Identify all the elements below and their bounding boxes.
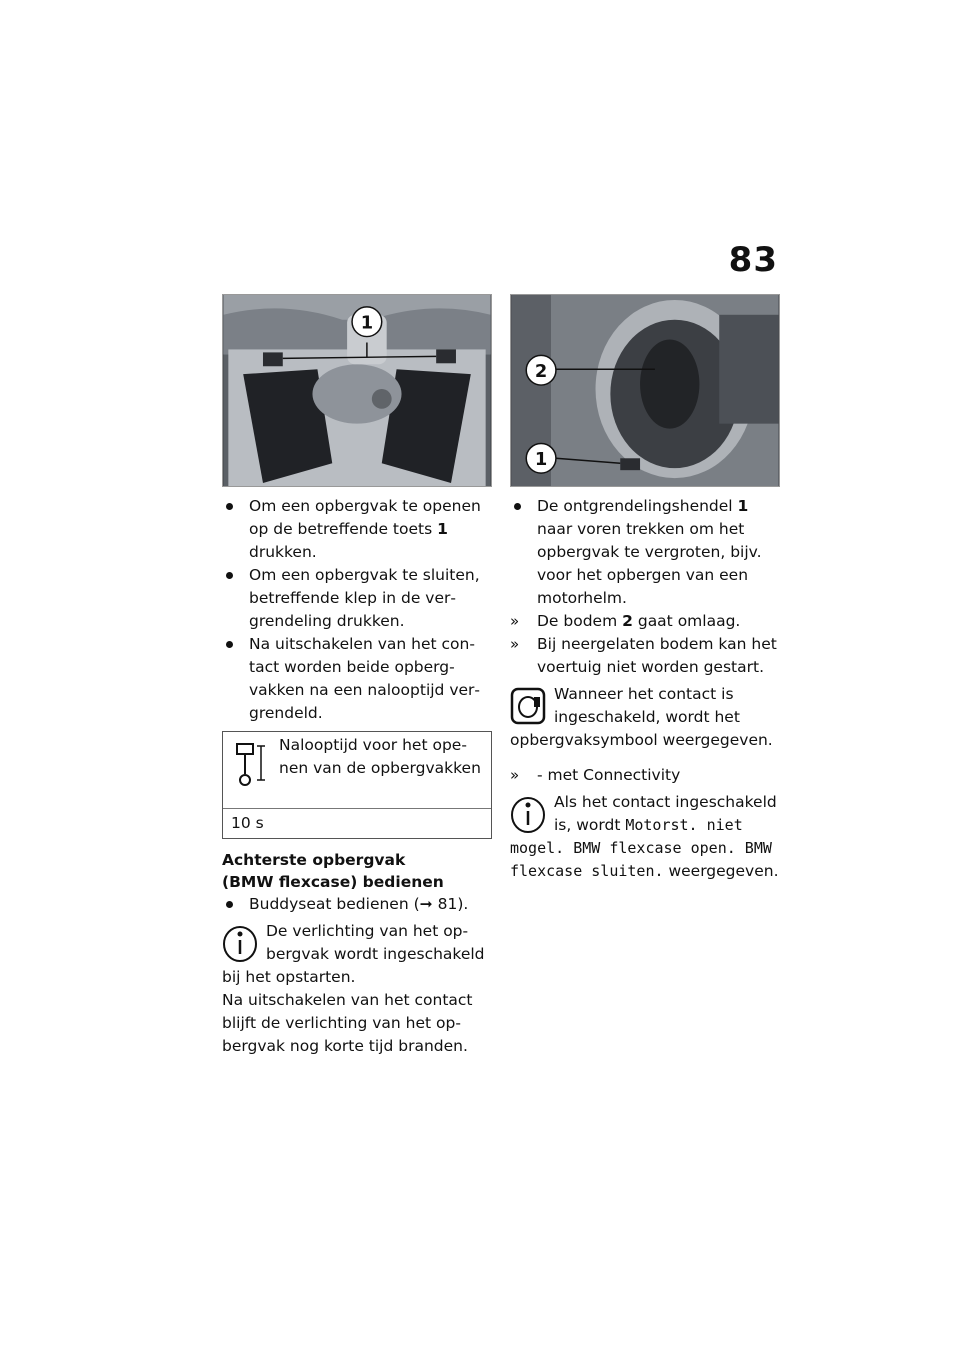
- storage-compartment-symbol-icon: [510, 683, 548, 727]
- spec-box: [222, 731, 492, 839]
- list-item: Buddyseat bedienen (➞ 81).: [222, 893, 492, 916]
- flexcase-illustration: [511, 295, 779, 486]
- figure-callout-1: 1: [534, 449, 548, 471]
- spec-label: Nalooptijd voor het openen van de opbergvakken: [279, 736, 481, 777]
- figure-callout-1: 1: [360, 312, 374, 334]
- dashboard-illustration: [223, 295, 491, 486]
- bullet-icon: [226, 901, 233, 908]
- bullet-icon: [514, 503, 521, 510]
- figure-flexcase: [510, 294, 780, 487]
- result-marker: »: [510, 766, 520, 784]
- result-marker: »: [510, 635, 520, 653]
- left-column: [222, 294, 492, 1058]
- bullet-icon: [226, 503, 233, 510]
- figure-storage-compartments: [222, 294, 492, 487]
- bullet-icon: [226, 572, 233, 579]
- spec-value: 10 s: [223, 808, 491, 838]
- page-number: 83: [728, 240, 778, 280]
- list-item: Na uitschakelen van het contact worden beide opbergvakken na een nalooptijd vergrendeld.: [222, 633, 492, 725]
- result-item: » - met Connectivity: [510, 764, 780, 787]
- bullet-icon: [226, 641, 233, 648]
- info-note: Als het contact ingeschakeld is, wordt Motorst. niet mogel. BMW flexcase open. BMW flexcase sluiten. weergegeven.: [510, 793, 779, 880]
- result-item: » De bodem 2 gaat omlaag.: [510, 610, 780, 633]
- display-message: Motorst. niet mogel. BMW flexcase open. BMW flexcase sluiten.: [510, 816, 772, 880]
- list-item: Om een opbergvak te openen op de betreffende toets 1 drukken.: [222, 495, 492, 564]
- section-heading: Achterste opbergvak (BMW flexcase) bedienen: [222, 851, 444, 891]
- arrow-icon: ➞: [419, 895, 433, 913]
- result-item: » Bij neergelaten bodem kan het voertuig niet worden gestart.: [510, 635, 777, 676]
- timer-icon: [229, 734, 269, 792]
- figure-callout-2: 2: [534, 361, 548, 383]
- info-icon: [510, 791, 548, 835]
- result-marker: »: [510, 612, 520, 630]
- list-item: Om een opbergvak te sluiten, betreffende klep in de vergrendeling drukken.: [222, 564, 492, 633]
- info-icon: [222, 920, 260, 964]
- page-reference-link[interactable]: 81: [437, 895, 458, 913]
- info-note: De verlichting van het opbergvak wordt ingeschakeld bij het opstarten. Na uitschakelen van het contact blijft de verlichting van het opbergvak nog korte tijd branden.: [222, 922, 485, 1055]
- symbol-note: Wanneer het contact is ingeschakeld, wordt het opbergvaksymbool weergegeven.: [510, 685, 773, 749]
- right-column: [510, 294, 780, 883]
- list-item: De ontgrendelingshendel 1 naar voren trekken om het opbergvak te vergroten, bijv. voor het opbergen van een motorhelm.: [510, 495, 780, 610]
